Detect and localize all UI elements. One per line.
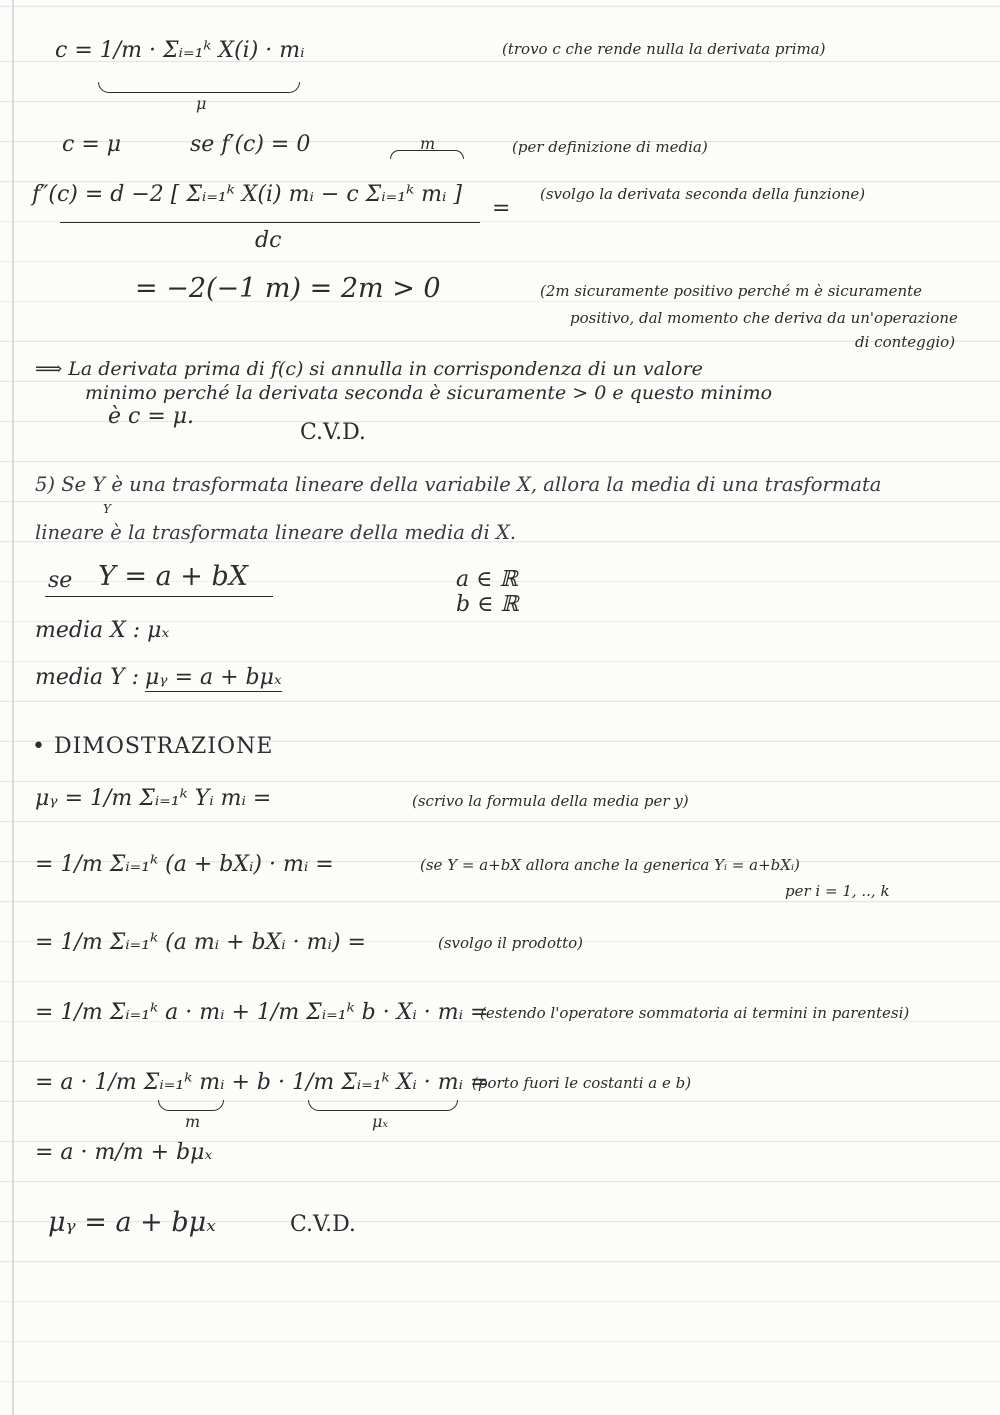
formula-condition: se f′(c) = 0 bbox=[190, 132, 311, 157]
underbrace bbox=[98, 82, 300, 93]
media-y-formula: μᵧ = a + bμₓ bbox=[145, 665, 282, 690]
equals-sign: = bbox=[492, 196, 511, 221]
note-1: (trovo c che rende nulla la derivata prima) bbox=[502, 40, 826, 58]
brace-label-mux: μₓ bbox=[372, 1112, 389, 1131]
formula-c-equals-mu: c = μ bbox=[62, 132, 122, 157]
media-x: media X : μₓ bbox=[35, 618, 170, 643]
a-in-R: a ∈ ℝ bbox=[456, 567, 518, 592]
fraction-bar bbox=[60, 222, 480, 223]
note-3: (svolgo la derivata seconda della funzione) bbox=[540, 185, 866, 203]
note-5a: (2m sicuramente positivo perché m è sicuramente bbox=[540, 282, 923, 300]
transform-underline bbox=[45, 596, 273, 597]
cvd-2: C.V.D. bbox=[290, 1212, 356, 1237]
proof-step-4: = 1/m Σᵢ₌₁ᵏ a · mᵢ + 1/m Σᵢ₌₁ᵏ b · Xᵢ · mᵢ = bbox=[35, 1000, 489, 1025]
dimostrazione-heading: • DIMOSTRAZIONE bbox=[32, 734, 274, 759]
note-5c: di conteggio) bbox=[855, 333, 956, 351]
brace-label-m: m bbox=[185, 1112, 201, 1131]
proof-result: μᵧ = a + bμₓ bbox=[48, 1207, 216, 1238]
note-5b: positivo, dal momento che deriva da un'operazione bbox=[570, 309, 958, 327]
overbrace-label: m bbox=[420, 134, 436, 153]
margin-line bbox=[12, 0, 14, 1415]
denominator-dc: dc bbox=[255, 228, 282, 253]
proof-note-5: (porto fuori le costanti a e b) bbox=[472, 1074, 692, 1092]
proof-note-2: (se Y = a+bX allora anche la generica Yᵢ = a+bXᵢ) bbox=[420, 856, 800, 874]
media-y-label: media Y : bbox=[35, 665, 140, 690]
linear-transform: Y = a + bX bbox=[98, 561, 249, 592]
proof-note-3: (svolgo il prodotto) bbox=[438, 934, 583, 952]
proof-step-3: = 1/m Σᵢ₌₁ᵏ (a mᵢ + bXᵢ · mᵢ) = bbox=[35, 930, 366, 955]
section-5-statement-2: lineare è la trasformata lineare della media di X. bbox=[35, 521, 517, 544]
proof-step-6: = a · m/m + bμₓ bbox=[35, 1140, 213, 1165]
proof-step-2: = 1/m Σᵢ₌₁ᵏ (a + bXᵢ) · mᵢ = bbox=[35, 852, 334, 877]
underbrace-m bbox=[158, 1100, 224, 1111]
b-in-R: b ∈ ℝ bbox=[456, 592, 519, 617]
conclusion-3: è c = μ. bbox=[108, 404, 195, 429]
note-2: (per definizione di media) bbox=[512, 138, 708, 156]
brace-label-mu: μ bbox=[196, 94, 207, 113]
proof-step-1: μᵧ = 1/m Σᵢ₌₁ᵏ Yᵢ mᵢ = bbox=[35, 786, 272, 811]
proof-note-1: (scrivo la formula della media per y) bbox=[412, 792, 689, 810]
proof-step-5: = a · 1/m Σᵢ₌₁ᵏ mᵢ + b · 1/m Σᵢ₌₁ᵏ Xᵢ · mᵢ = bbox=[35, 1070, 489, 1095]
formula-c-mean: c = 1/m · Σᵢ₌₁ᵏ X(i) · mᵢ bbox=[55, 38, 305, 63]
formula-result: = −2(−1 m) = 2m > 0 bbox=[135, 273, 441, 304]
conclusion-1: ⟹ La derivata prima di f(c) si annulla in corrispondenza di un valore bbox=[35, 358, 703, 380]
section-5-statement: 5) Se Y è una trasformata lineare della variabile X, allora la media di una trasformata bbox=[35, 473, 882, 496]
proof-note-2b: per i = 1, .., k bbox=[785, 882, 890, 900]
section-5-y-mark: Y bbox=[103, 502, 111, 516]
formula-second-derivative: f″(c) = d −2 [ Σᵢ₌₁ᵏ X(i) mᵢ − c Σᵢ₌₁ᵏ mᵢ ] bbox=[32, 182, 462, 207]
se-label: se bbox=[48, 568, 73, 593]
cvd-1: C.V.D. bbox=[300, 420, 366, 445]
proof-note-4: (estendo l'operatore sommatoria ai termini in parentesi) bbox=[480, 1004, 910, 1022]
conclusion-2: minimo perché la derivata seconda è sicuramente > 0 e questo minimo bbox=[85, 382, 773, 404]
underbrace-mux bbox=[308, 1100, 458, 1111]
